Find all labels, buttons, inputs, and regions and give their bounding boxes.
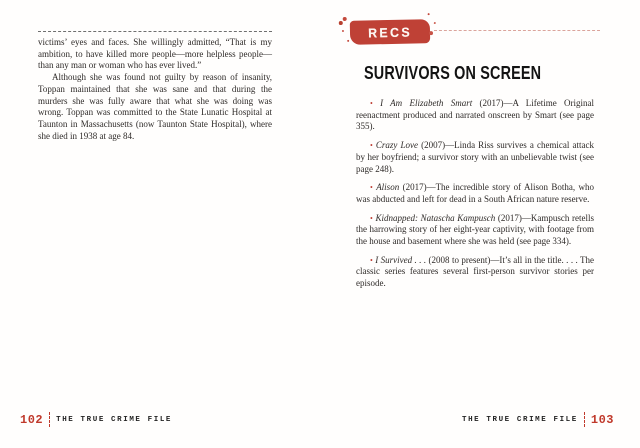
rec-item (356, 140, 594, 175)
section-heading: SURVIVORS ON SCREEN (364, 63, 542, 83)
bullet-icon: • (370, 183, 373, 193)
red-dashed-rule (434, 30, 600, 31)
rec-title: Kidnapped: Natascha Kampusch (375, 212, 496, 223)
left-page-paragraphs (38, 37, 272, 142)
recs-stamp-label: RECS (367, 24, 413, 40)
right-page (320, 0, 640, 448)
top-dashed-rule (38, 31, 272, 32)
rec-description: (2007)—Linda Riss survives a chemical attack by her boyfriend; a survivor story with an unbelievable twist (see page 248). (356, 140, 595, 174)
rec-title: Crazy Love (375, 140, 418, 151)
recs-stamp-badge (350, 19, 430, 45)
bullet-icon: • (370, 213, 373, 223)
rec-description: (2017)—A Lifetime Original reenactment produced and narrated onscreen by Smart (see page 355). (356, 98, 594, 132)
bullet-icon: • (370, 255, 373, 265)
footer-dash-divider (49, 412, 50, 427)
page-number: 102 (20, 412, 44, 427)
rec-description: (2017)—The incredible story of Alison Botha, who was abducted and left for dead in a South African nature reserve. (356, 182, 594, 204)
rec-title: Alison (376, 182, 400, 193)
bullet-icon: • (370, 141, 373, 151)
recs-list (356, 98, 594, 297)
rec-title: I Survived . . . (375, 254, 427, 265)
left-footer (20, 412, 172, 427)
page-number: 103 (590, 412, 614, 427)
rec-description: (2008 to present)—It’s all in the title. . . . The classic series features several first-person survivor stories per episode. (356, 254, 595, 289)
bullet-icon: • (370, 99, 373, 108)
rec-item (356, 182, 594, 205)
rec-title: I Am Elizabeth Smart (380, 98, 473, 108)
rec-description: (2017)—Kampusch retells the harrowing story of her eight-year captivity, with footage from the house and basement where she was held (see page 334). (356, 212, 594, 247)
book-title: THE TRUE CRIME FILE (461, 415, 578, 424)
right-footer (462, 412, 614, 427)
footer-dash-divider (584, 412, 585, 427)
paragraph: Although she was found not guilty by reason of insanity, Toppan maintained that she was sane and that during the murders she was fully aware that what she was doing was wrong. Toppan was committed to the State Lunatic Hospital at Taunton in Massachusetts (now Taunton State Hospital), where she died in 1938 at age 84. (38, 72, 272, 141)
rec-item (356, 213, 594, 248)
rec-item (356, 98, 594, 133)
paragraph: victims’ eyes and faces. She willingly admitted, “That is my ambition, to have killed more people—more helpless people—than any man or woman who has ever lived.” (38, 37, 272, 71)
rec-item (356, 255, 594, 290)
book-title: THE TRUE CRIME FILE (56, 415, 173, 424)
